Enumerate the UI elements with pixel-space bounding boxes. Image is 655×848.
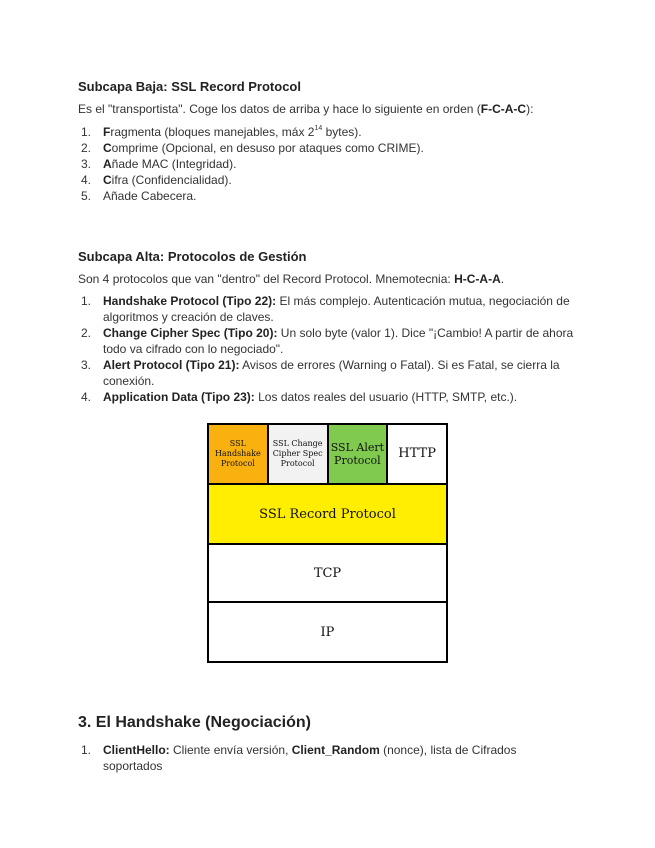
heading-handshake: 3. El Handshake (Negociación) [78, 714, 311, 731]
list-item: 1. ClientHello: Cliente envía versión, Client_Random (nonce), lista de Cifrados soportados [81, 743, 517, 773]
diagram-top-row [209, 425, 446, 485]
list-record-steps [78, 124, 578, 204]
diagram-row-tcp: TCP [209, 545, 446, 603]
list-item: 3. Añade MAC (Integridad). [81, 157, 237, 171]
list-handshake-steps [78, 742, 578, 774]
diagram-cell-change-cipher-spec: SSL Change Cipher Spec Protocol [269, 425, 329, 483]
heading-subcapa-baja: Subcapa Baja: SSL Record Protocol [78, 79, 301, 94]
diagram-row-ssl-record: SSL Record Protocol [209, 485, 446, 545]
list-management-protocols [78, 293, 578, 405]
ssl-protocol-stack-diagram [207, 423, 448, 663]
intro-subcapa-alta: Son 4 protocolos que van "dentro" del Record Protocol. Mnemotecnia: H-C-A-A. [78, 272, 505, 286]
list-item: 2. Change Cipher Spec (Tipo 20): Un solo byte (valor 1). Dice "¡Cambio! A partir de ahora todo va cifrado con lo negociado". [81, 326, 574, 356]
heading-subcapa-alta: Subcapa Alta: Protocolos de Gestión [78, 249, 307, 264]
list-item: 1. Fragmenta (bloques manejables, máx $2^{14}$ bytes). [81, 125, 362, 139]
diagram-cell-http: HTTP [388, 425, 446, 483]
diagram-row-ip: IP [209, 603, 446, 661]
list-item: 4. Cifra (Confidencialidad). [81, 173, 232, 187]
list-item: 1. Handshake Protocol (Tipo 22): El más complejo. Autenticación mutua, negociación de algoritmos y creación de claves. [81, 294, 570, 324]
list-item: 4. Application Data (Tipo 23): Los datos reales del usuario (HTTP, SMTP, etc.). [81, 390, 518, 404]
intro-subcapa-baja: Es el "transportista". Coge los datos de arriba y hace lo siguiente en orden (F-C-A-C): [78, 102, 534, 116]
list-item: 5. Añade Cabecera. [81, 189, 197, 203]
list-item: 2. Comprime (Opcional, en desuso por ataques como CRIME). [81, 141, 424, 155]
diagram-cell-alert: SSL Alert Protocol [329, 425, 389, 483]
list-item: 3. Alert Protocol (Tipo 21): Avisos de errores (Warning o Fatal). Si es Fatal, se cierra la conexión. [81, 358, 560, 388]
diagram-cell-handshake: SSL Handshake Protocol [209, 425, 269, 483]
